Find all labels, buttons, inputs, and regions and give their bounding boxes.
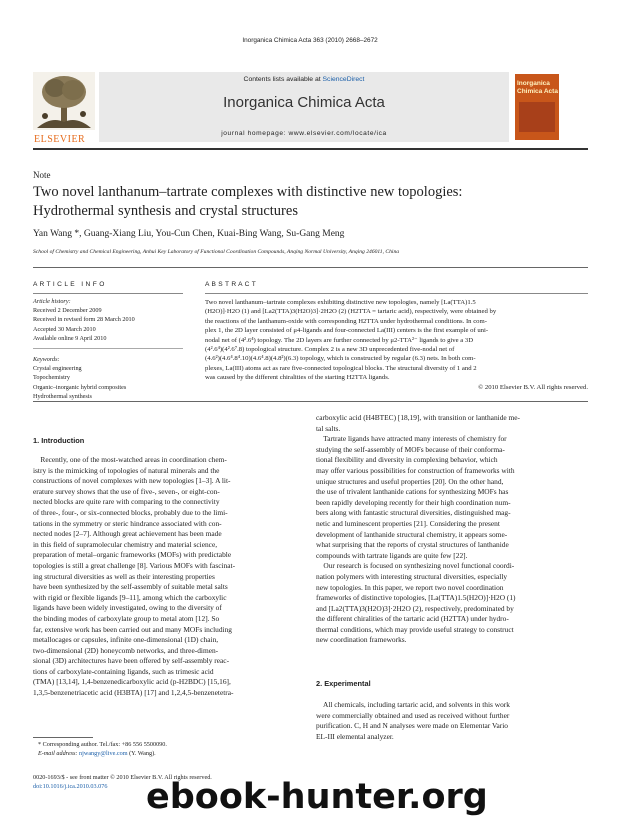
abstract-line: plexes, La(III) atoms act as rare five-connected topological blocks. The structural diversity of 1 and 2 [205,364,477,372]
body-line: of three-, four-, or six-connected blocks, probably due to the limi- [33,507,228,517]
issn-line: 0020-1693/$ - see front matter © 2010 Elsevier B.V. All rights reserved. [33,774,212,781]
cover-title-line2: Chimica Acta [517,88,558,95]
body-line: preparation of metal–organic frameworks (MOFs) with predictable [33,550,232,560]
corresponding-author: * Corresponding author. Tel./fax: +86 556 5500090. [38,741,167,748]
body-line: sional (3D) architectures have been offered by self-assembly reac- [33,656,230,666]
history-received: Received 2 December 2009 [33,307,102,314]
body-line: unique structures and useful properties [20]. On the other hand, [316,476,504,486]
body-line: studying the self-assembly of MOFs because of their conforma- [316,444,505,454]
info-top-rule [33,267,588,268]
body-line: with rigid or flexible ligands [9–11], among which the carboxylic [33,592,227,602]
footnote [38,740,167,759]
body-line: nected blocks are quite rare with comparing to the connectivity [33,497,220,507]
history-accepted: Accepted 30 March 2010 [33,325,96,333]
body-line: nected nodes [2–7]. Although great achievement has been made [33,529,222,539]
body-line: tal salts. [316,423,341,433]
affiliation: School of Chemistry and Chemical Engineering, Anhui Key Laboratory of Functional Coordination Compounds, Anqing Normal University, Anqing 246011, China [33,249,400,255]
email-label: E-mail address: [38,750,80,758]
contents-prefix: Contents lists available at [243,76,323,83]
cover-title-line1: Inorganica [517,80,550,87]
email-link[interactable]: njwangy@live.com [79,750,128,758]
info-bottom-rule [33,401,588,402]
abstract-line: (H2O)]·H2O (1) and [La2(TTA)3(H2O)3]·2H2O (2) (H2TTA = tartaric acid), respectively, were obtained by [205,308,497,316]
header-rule [33,148,588,150]
body-line: far, extensive work has been carried out and many MOFs including [33,624,232,634]
body-line: tions of carboxylate-containing ligands, such as trimesic acid [33,666,214,676]
body-line: thermal conditions, which may provide useful strategy to construct [316,624,514,634]
body-line: new coordination frameworks. [316,635,407,645]
abstract-line: Two novel lanthanum–tartrate complexes exhibiting distinctive new topologies, namely [La(TTA)1.5 [205,299,476,306]
abstract-line: was caused by the different chiralities of the starting H2TTA ligands. [205,374,390,382]
body-line: carboxylic acid (H4BTEC) [18,19], with transition or lanthanide me- [316,413,521,422]
keyword: Hydrothermal synthesis [33,392,92,400]
keywords-rule [33,348,183,349]
email-suffix: (Y. Wang). [127,750,156,758]
section-heading-introduction: 1. Introduction [33,436,85,445]
body-line: the different chiralities of the tartaric acid (H2TTA) under hydro- [316,614,509,624]
footnote-rule [33,737,93,738]
journal-title: Inorganica Chimica Acta [223,94,385,111]
abstract-body [205,298,588,392]
history-revised: Received in revised form 28 March 2010 [33,316,135,324]
contents-available [99,76,509,83]
keywords-label: Keywords: [33,356,60,363]
abstract-line: (4.6²)(4.6⁴.8⁴.10)(4.6⁴.8)(4.8²)(6.3) topology, which is constructed by regular (6.3) nets. In both com- [205,355,476,363]
article-type: Note [33,170,51,180]
abstract-line: (4².6⁴)(4².6⁷.8) topological structure. Complex 2 is a new 3D unprecedented five-nodal net of [205,346,455,354]
sciencedirect-link[interactable]: ScienceDirect [322,76,365,83]
article-history [33,306,135,343]
body-line: and [La2(TTA)3(H2O)3]·2H2O (2), respectively, predominated by [316,603,514,613]
journal-homepage[interactable]: journal homepage: www.elsevier.com/locate/ica [221,130,387,137]
body-line: the binding modes of carboxylate group to metal atom [12]. So [33,613,220,623]
abstract-heading-rule [205,293,588,294]
body-line: (TMA) [13,14], 1,4-benzenedicarboxylic acid (p-H2BDC) [15,16], [33,677,231,687]
body-line: may offer various possibilities for construction of frameworks with [316,465,515,475]
body-line: development of lanthanide structural chemistry, it appears some- [316,529,508,539]
abstract-line: the reactions of the lanthanum-oxide with corresponding H2TTA under hydrothermal conditions. In com- [205,317,487,325]
article-info-heading: A R T I C L E I N F O [33,281,105,288]
watermark: ebook-hunter.org [146,777,488,817]
abstract-line: plex 1, the 2D layer consisted of μ4-ligands and four-connected La(III) centers is the first example of uni- [205,327,489,335]
body-line: frameworks of distinctive topologies, [La(TTA)1.5(H2O)]·H2O (1) [316,593,516,603]
body-line: All chemicals, including tartaric acid, and solvents in this work [316,700,510,709]
body-line: istry is the mimicking of topologies of natural minerals and the [33,465,220,475]
journal-header [33,72,588,146]
keywords-list [33,364,126,401]
keyword: Topochemistry [33,374,71,382]
copyright: © 2010 Elsevier B.V. All rights reserved. [478,383,588,391]
body-line: metallocages or capsules, infinite one-dimensional (1D) chain, [33,635,219,645]
body-line: tional flexibility and diversity in complexing behavior, which [316,455,498,465]
body-line: in this field of supramolecular chemistry and material science, [33,539,218,549]
journal-banner [99,72,509,142]
abstract-line: nodal net of (4².6⁴) topology. The 2D layers are further connected by μ2-TTA²⁻ ligands to give a 3D [205,336,474,344]
body-line: ligands have been widely investigated, owing to the diversity of [33,603,222,613]
body-line: EL-III elemental analyzer. [316,731,394,741]
article-title-line2: Hydrothermal synthesis and crystal structures [33,203,298,219]
elsevier-wordmark: ELSEVIER [34,134,86,145]
body-line: have been synthesized by the self-assembly of suitable metal salts [33,582,228,592]
introduction-body [33,455,301,699]
body-line: two-dimensional (2D) honeycomb networks, and three-dimen- [33,645,219,655]
info-heading-rule [33,293,183,294]
body-line: constructions of novel complexes with new topologies [1–3]. A lit- [33,476,231,486]
cover-art [519,102,555,132]
body-line: 1,3,5-benzenetriacetic acid (H3BTA) [17] and 1,2,4,5-benzenetetra- [33,688,234,698]
history-online: Available online 9 April 2010 [33,334,107,342]
section-heading-experimental: 2. Experimental [316,679,371,688]
body-line: erature survey shows that the use of five-, seven-, or eight-con- [33,486,220,496]
body-line: topologies is still a great challenge [8]. Various MOFs with fascinat- [33,560,236,570]
body-line: Tartrate ligands have attracted many interests of chemistry for [316,434,507,444]
experimental-body [316,700,588,742]
body-line: new topologies. In this paper, we report two novel coordination [316,582,504,592]
body-line: compounds with tartrate ligands are quite few [22]. [316,550,468,560]
body-line: Our research is focused on synthesizing novel functional coordi- [316,561,515,571]
body-line: ing structural diversities as well as their interesting properties [33,571,215,581]
journal-cover-image [515,74,559,140]
body-line: bers along with fantastic structural diversities, distinguished mag- [316,508,511,518]
elsevier-tree-logo [33,72,95,130]
body-line: what surprising that the reports of crystal structures of lanthanide [316,540,509,550]
article-title-line1: Two novel lanthanum–tartrate complexes with distinctive new topologies: [33,184,463,200]
body-line: netic and luminescent properties [21]. Considering the present [316,518,500,528]
journal-citation: Inorganica Chimica Acta 363 (2010) 2668–2672 [242,37,378,44]
author-list: Yan Wang *, Guang-Xiang Liu, You-Cun Chen, Kuai-Bing Wang, Su-Gang Meng [33,229,345,239]
body-line: been rapidly developing recently for their high coordination num- [316,497,511,507]
body-line: were commercially obtained and used as received without further [316,710,510,720]
body-line: Recently, one of the most-watched areas in coordination chem- [33,455,227,464]
body-line: purification. C, H and N analyses were made on Elementar Vario [316,721,508,731]
doi-link[interactable]: doi:10.1016/j.ica.2010.03.076 [33,783,108,791]
body-line: tations in the symmetry or steric hindrance associated with con- [33,518,222,528]
keyword: Crystal engineering [33,365,82,372]
history-label: Article history: [33,298,71,305]
keyword: Organic–inorganic hybrid composites [33,383,127,391]
body-line: the use of trivalent lanthanide cations for synthesizing MOFs has [316,487,509,497]
right-column-body [316,413,588,646]
abstract-heading: A B S T R A C T [205,281,257,288]
body-line: nation polymers with interesting structural diversities, especially [316,571,508,581]
email-line [38,749,167,758]
